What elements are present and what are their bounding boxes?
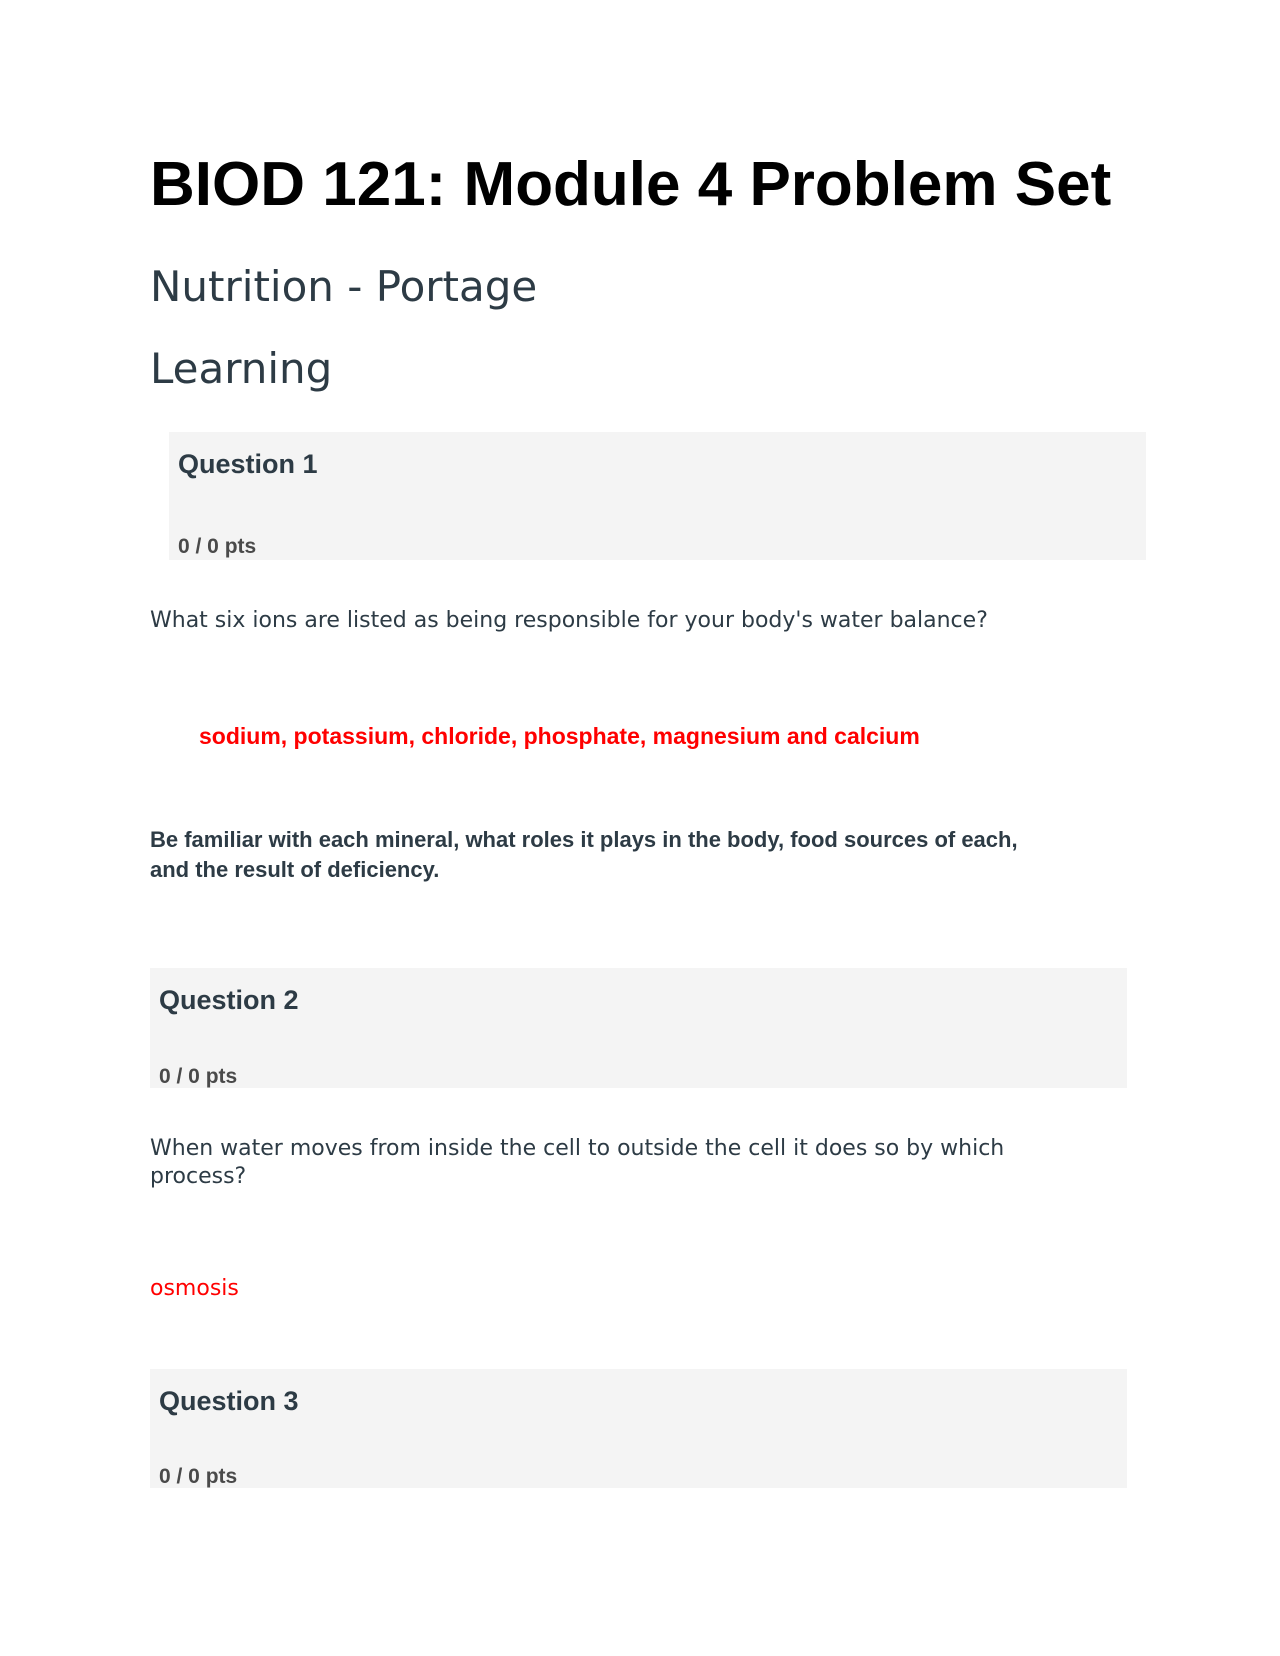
- question-2-points: 0 / 0 pts: [159, 1065, 238, 1088]
- question-3-header: [150, 1369, 1127, 1488]
- question-2-answer: osmosis: [150, 1276, 239, 1301]
- question-1-points: 0 / 0 pts: [178, 535, 257, 558]
- page-subtitle-line2: Learning: [150, 344, 333, 393]
- question-1-answer: sodium, potassium, chloride, phosphate, magnesium and calcium: [199, 723, 920, 749]
- question-1-text: What six ions are listed as being responsible for your body's water balance?: [150, 608, 988, 633]
- page-subtitle-line1: Nutrition - Portage: [150, 262, 538, 311]
- question-2-title: Question 2: [159, 985, 299, 1015]
- question-1-title: Question 1: [178, 449, 318, 479]
- question-3-title: Question 3: [159, 1386, 299, 1416]
- question-3-points: 0 / 0 pts: [159, 1465, 238, 1488]
- question-2-header: [150, 968, 1127, 1088]
- question-2-text: When water moves from inside the cell to outside the cell it does so by which process?: [150, 1136, 1005, 1189]
- question-1-note: Be familiar with each mineral, what roles it plays in the body, food sources of each, and the result of deficiency.: [150, 827, 1018, 882]
- page-title: BIOD 121: Module 4 Problem Set: [150, 150, 1112, 219]
- question-1-header: [169, 432, 1146, 560]
